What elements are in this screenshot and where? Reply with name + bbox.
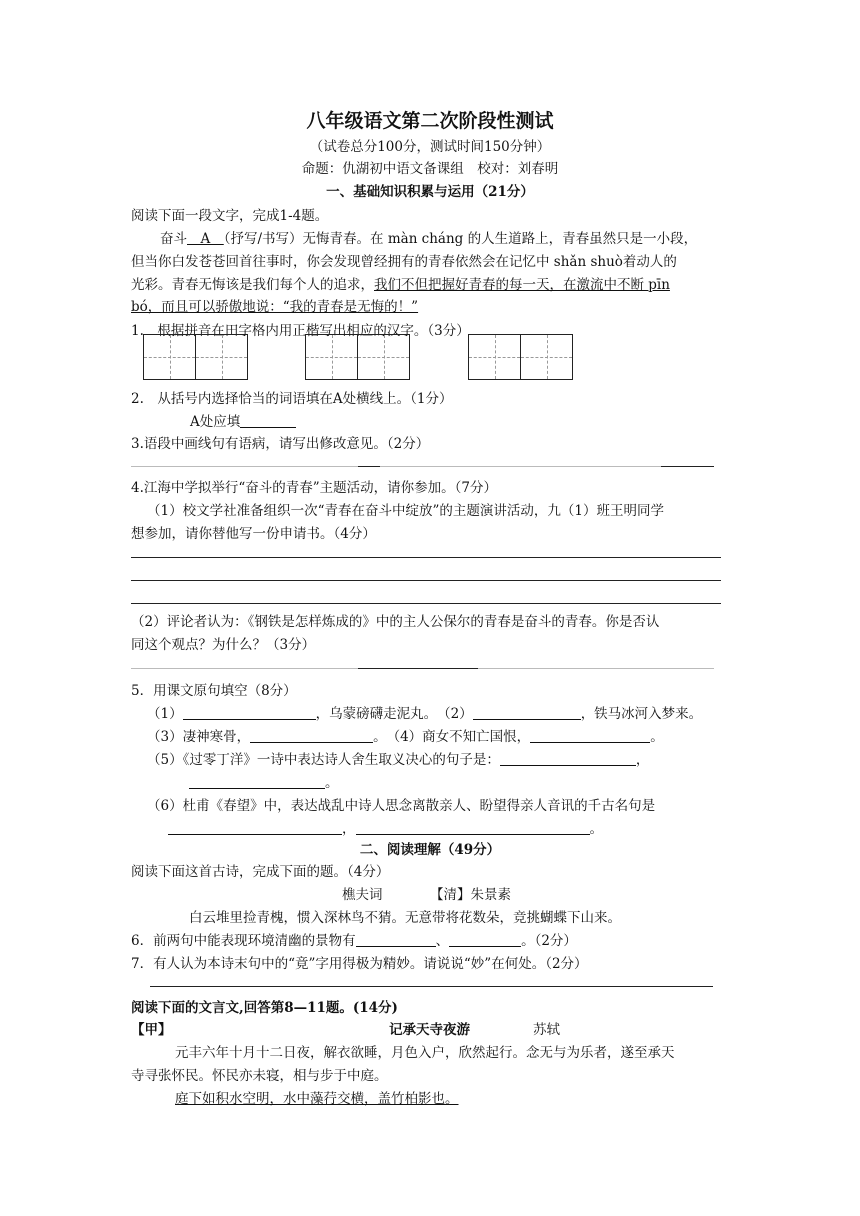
q5-row-1 bbox=[147, 702, 702, 722]
q2-fill bbox=[190, 410, 296, 430]
tianzige-group-3 bbox=[468, 334, 572, 380]
underlined-sentence: 我们不但把握好青春的每一天，在激流中不断 pīn bbox=[374, 277, 670, 293]
answer-line-segment bbox=[358, 466, 380, 467]
answer-line-segment bbox=[661, 466, 714, 467]
q6-text: 、 bbox=[435, 933, 450, 949]
q5-text: （5）《过零丁洋》一诗中表达诗人舍生取义决心的句子是： bbox=[147, 752, 500, 768]
passage-text: 光彩。青春无悔该是我们每个人的追求， bbox=[131, 277, 374, 293]
section2-heading: 二、阅读理解（49分） bbox=[359, 842, 501, 858]
jia-title: 记承天寺夜游 bbox=[389, 1022, 470, 1038]
question-4-1-line-1: （1）校文学社准备组织一次“青春在奋斗中绽放”的主题演讲活动，九（1）班王明同学 bbox=[147, 503, 664, 519]
q5-text: ， bbox=[635, 752, 650, 768]
answer-blank[interactable] bbox=[500, 751, 636, 766]
tianzige-cell[interactable] bbox=[468, 334, 521, 380]
answer-line[interactable] bbox=[131, 580, 721, 581]
q5-text: 。 bbox=[650, 729, 664, 745]
question-4: 4.江海中学拟举行“奋斗的青春”主题活动，请你参加。（7分） bbox=[131, 480, 498, 496]
answer-blank[interactable] bbox=[189, 774, 325, 789]
q5-text: ， bbox=[342, 821, 356, 837]
answer-blank[interactable] bbox=[168, 820, 342, 835]
answer-line-segment bbox=[358, 668, 478, 669]
jia-paragraph-1-line-2: 寺寻张怀民。怀民亦未寝，相与步于中庭。 bbox=[131, 1068, 388, 1084]
question-7: 7．有人认为本诗末句中的“竟”字用得极为精妙。请说说“妙”在何处。（2分） bbox=[131, 956, 588, 972]
question-4-2-line-2: 同这个观点？为什么？（3分） bbox=[131, 637, 316, 653]
poem-author: 【清】朱景素 bbox=[430, 887, 511, 903]
answer-line[interactable] bbox=[131, 557, 721, 558]
q6-text: 6．前两句中能表现环境清幽的景物有 bbox=[131, 933, 356, 949]
answer-blank[interactable] bbox=[449, 932, 521, 947]
q5-text: ，铁马冰河入梦来。 bbox=[580, 706, 703, 722]
question-6 bbox=[131, 929, 577, 949]
jia-paragraph-1-line-1: 元丰六年十月十二日夜，解衣欲睡，月色入户，欣然起行。念无与为乐者，遂至承天 bbox=[175, 1045, 675, 1061]
poem-title: 樵夫词 bbox=[342, 887, 383, 903]
question-4-2-line-1: （2）评论者认为：《钢铁是怎样炼成的》中的主人公保尔的青春是奋斗的青春。你是否认 bbox=[131, 614, 660, 630]
jia-paragraph-2: 庭下如积水空明，水中藻荇交横，盖竹柏影也。 bbox=[175, 1091, 459, 1107]
answer-line[interactable] bbox=[131, 466, 661, 467]
passage-text: （抒写/书写）无悔青春。在 màn cháng 的人生道路上，青春虽然只是一小段， bbox=[223, 231, 698, 247]
passage-line-3 bbox=[131, 273, 670, 293]
answer-blank[interactable] bbox=[240, 413, 296, 428]
section1-intro: 阅读下面一段文字，完成1-4题。 bbox=[131, 208, 329, 224]
answer-blank[interactable] bbox=[183, 705, 316, 720]
q5-row-3 bbox=[147, 748, 649, 768]
answer-blank[interactable] bbox=[356, 820, 590, 835]
q5-row-6 bbox=[168, 817, 603, 837]
question-2: 2. 从括号内选择恰当的词语填在A处横线上。（1分） bbox=[131, 391, 453, 407]
question-3: 3.语段中画线句有语病，请写出修改意见。（2分） bbox=[131, 436, 430, 452]
q5-text: 。 bbox=[325, 775, 339, 791]
tianzige-group-1 bbox=[143, 334, 247, 380]
passage-text: 奋斗 bbox=[160, 231, 187, 247]
passage-line-4: bó，而且可以骄傲地说：“我的青春是无悔的！” bbox=[131, 299, 419, 315]
authors: 命题：仇湖初中语文备课组 校对：刘春明 bbox=[301, 161, 559, 177]
q2-fill-label: A处应填 bbox=[190, 414, 241, 430]
passage-line-2: 但当你白发苍苍回首往事时，你会发现曾经拥有的青春依然会在记忆中 shǎn shuò着动人的 bbox=[131, 254, 677, 270]
tianzige-group-2 bbox=[305, 334, 409, 380]
blank-a[interactable]: A bbox=[187, 231, 224, 247]
tianzige-cell[interactable] bbox=[195, 334, 248, 380]
q5-text: ，乌蒙磅礴走泥丸。 （2） bbox=[315, 706, 473, 722]
answer-line[interactable] bbox=[150, 986, 713, 987]
answer-blank[interactable] bbox=[250, 728, 373, 743]
answer-line[interactable] bbox=[131, 603, 721, 604]
tianzige-cell[interactable] bbox=[520, 334, 573, 380]
q5-text: （3）凄神寒骨， bbox=[147, 729, 251, 745]
tianzige-cell[interactable] bbox=[143, 334, 196, 380]
passage-line-1 bbox=[160, 227, 697, 247]
classical-intro: 阅读下面的文言文,回答第8—11题。(14分) bbox=[131, 1000, 398, 1016]
answer-blank[interactable] bbox=[473, 705, 581, 720]
poem-body: 白云堆里捡青槐，惯入深林鸟不猜。无意带将花数朵，竞挑蝴蝶下山来。 bbox=[189, 910, 621, 926]
q5-row-4 bbox=[189, 771, 339, 791]
section2-intro: 阅读下面这首古诗，完成下面的题。（4分） bbox=[131, 864, 390, 880]
q5-text: 。 bbox=[589, 821, 603, 837]
question-1: 1. 根据拼音在田字格内用正楷写出相应的汉字。（3分） bbox=[131, 323, 470, 339]
jia-label: 【甲】 bbox=[131, 1022, 172, 1038]
page-title: 八年级语文第二次阶段性测试 bbox=[306, 110, 554, 132]
answer-blank[interactable] bbox=[530, 728, 650, 743]
jia-author: 苏轼 bbox=[533, 1022, 560, 1038]
answer-blank[interactable] bbox=[356, 932, 436, 947]
question-5: 5．用课文原句填空（8分） bbox=[131, 683, 297, 699]
tianzige-cell[interactable] bbox=[305, 334, 358, 380]
tianzige-cell[interactable] bbox=[357, 334, 410, 380]
q5-text: 。 （4）商女不知亡国恨， bbox=[373, 729, 531, 745]
q5-text: （1） bbox=[147, 706, 183, 722]
subtitle: （试卷总分100分，测试时间150分钟） bbox=[309, 139, 551, 155]
question-4-1-line-2: 想参加，请你替他写一份申请书。（4分） bbox=[131, 526, 376, 542]
q6-text: 。（2分） bbox=[521, 933, 577, 949]
q5-row-5: （6）杜甫《春望》中，表达战乱中诗人思念离散亲人、盼望得亲人音讯的千古名句是 bbox=[147, 798, 656, 814]
section1-heading: 一、基础知识积累与运用（21分） bbox=[326, 184, 534, 200]
q5-row-2 bbox=[147, 725, 664, 745]
